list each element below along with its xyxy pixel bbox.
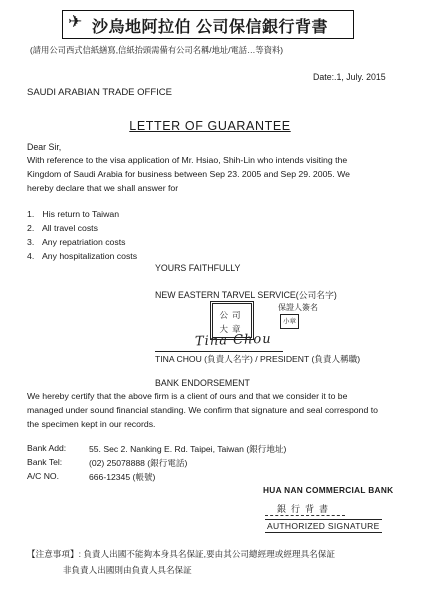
list-item-text: All travel costs	[41, 223, 98, 233]
list-item	[27, 251, 137, 261]
recipient-name: SAUDI ARABIAN TRADE OFFICE	[27, 87, 172, 98]
bank-tel-value: (02) 25078888 (銀行電話)	[89, 458, 188, 468]
list-item-number: 3.	[27, 237, 35, 247]
bank-body-line: the specimen kept in our records.	[27, 419, 156, 429]
list-item-number: 2.	[27, 223, 35, 233]
list-item-text: Any repatriation costs	[41, 237, 126, 247]
footer-note-line: 【注意事項】: 負責人出國不能夠本身具名保証,要由其公司總經理或經理具名保証	[27, 549, 335, 559]
list-item	[27, 209, 119, 219]
bank-stamp: 銀行背書	[277, 504, 334, 514]
bank-name: HUA NAN COMMERCIAL BANK	[263, 485, 394, 495]
list-item-number: 1.	[27, 209, 35, 219]
authorized-signature: AUTHORIZED SIGNATURE	[267, 521, 380, 531]
list-item-text: Any hospitalization costs	[41, 251, 138, 261]
bank-address-value: 55. Sec 2. Nanking E. Rd. Taipei, Taiwan (銀行地址)	[89, 444, 287, 454]
personal-seal: 小章	[280, 314, 299, 329]
airplane-icon: ✈	[68, 12, 83, 32]
document-title: 沙烏地阿拉伯 公司保信銀行背書	[92, 19, 328, 36]
signer-name-title: TINA CHOU (負責人名字) / PRESIDENT (負責人稱職)	[155, 354, 361, 364]
signature-dashed-line	[265, 515, 345, 516]
company-name: NEW EASTERN TARVEL SERVICE(公司名字)	[155, 290, 337, 300]
closing: YOURS FAITHFULLY	[155, 263, 241, 273]
seal-text-top: 公司	[219, 310, 245, 320]
list-item-number: 4.	[27, 251, 35, 261]
salutation: Dear Sir,	[27, 142, 62, 152]
list-item-text: His return to Taiwan	[42, 209, 120, 219]
bank-endorsement-heading: BANK ENDORSEMENT	[155, 378, 250, 388]
list-item	[27, 223, 98, 233]
handwritten-signature: Tina Chou	[194, 331, 272, 350]
signature-line	[155, 351, 283, 352]
account-number-label: A/C NO.	[27, 471, 59, 481]
bank-body-line: managed under sound financial standing. We confirm that signature and seal correspond to	[27, 405, 378, 415]
bank-body-line: We hereby certify that the above firm is a client of ours and that we consider it to be	[27, 391, 348, 401]
guarantor-signature-label: 保證人簽名	[278, 303, 318, 312]
letter-date: Date:.1, July. 2015	[313, 72, 386, 82]
letter-body-line: Kingdom of Saudi Arabia for business between Sep 23. 2005 and Sep 29. 2005. We	[27, 169, 350, 179]
bank-tel-label: Bank Tel:	[27, 457, 63, 467]
footer-note-line: 非負責人出國則由負責人具名保証	[27, 565, 192, 575]
letter-body-line: With reference to the visa application of Mr. Hsiao, Shih-Lin who intends visiting the	[27, 155, 348, 165]
seal-text-bottom: 大章	[219, 324, 245, 334]
account-number-value: 666-12345 (帳號)	[89, 472, 156, 482]
letter-body-line: hereby declare that we shall answer for	[27, 183, 179, 193]
instruction-note: (請用公司西式信紙繕寫,信紙抬頭需備有公司名稱/地址/電話…等資料)	[30, 45, 284, 55]
list-item	[27, 237, 125, 247]
bank-address-label: Bank Add:	[27, 443, 67, 453]
letter-title: LETTER OF GUARANTEE	[129, 119, 291, 133]
